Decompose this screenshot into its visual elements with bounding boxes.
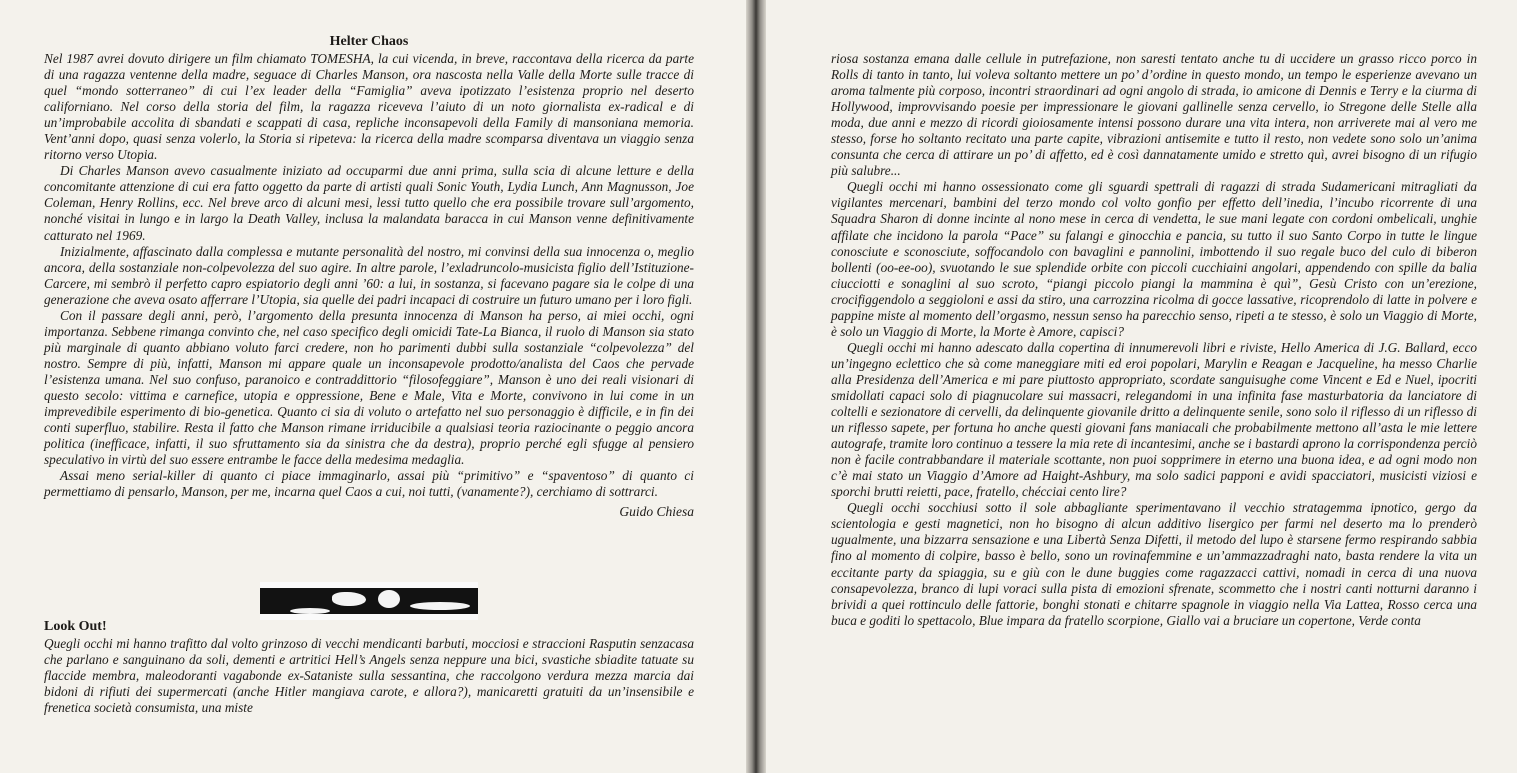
- photo-highlight: [332, 592, 366, 606]
- paragraph: Quegli occhi socchiusi sotto il sole abbagliante sperimentavano il vecchio stratagemma ipnotico, gergo da scientologia e gesti magnetici, non ho bisogno di alcun additivo lisergico per farmi nel deserto ma lo prenderò ugualmente, una bizzarra sensazione e una Libertà Senza Difetti, il metodo del lupo è starsene fermo respirando sabbia fino al momento di colpire, basso è bello, sono un rovinafemmine e un’ammazzadraghi nato, basta rendere la vita un eccitante party da spiaggia, su e giù con le dune buggies come ragazzacci cattivi, nomadi in cerca di una nuova consapevolezza, branco di lupi voraci sulla pista di emozioni sfrenate, scommetto che i nostri canti notturni daranno i brividi a quei rottinculo delle fattorie, bonghi stonati e chitarre spagnole in viaggio nella Via Lattea, Rosso cerca una buca e goditi lo spettacolo, Blue impara da fratello scorpione, Giallo vai a bruciare un copertone, Verde conta: [831, 500, 1477, 628]
- paragraph: Con il passare degli anni, però, l’argomento della presunta innocenza di Manson ha perso, ai miei occhi, ogni importanza. Sebbene rimanga convinto che, nel caso specifico degli omicidi Tate-La Bianca, il ruolo di Manson sia stato più marginale di quanto abbiano voluto farci credere, non ho parimenti dubbi sulla sostanziale “colpevolezza” del nostro. Sempre di più, infatti, Manson mi appare quale un inconsapevole prodotto/analista del Caos che pervade l’esistenza umana. Nel suo confuso, paranoico e contraddittorio “filosofeggiare”, Manson è uno dei reali visionari di questo secolo: vittima e carnefice, utopia e oppressione, Bene e Male, Vita e Morte, convivono in lui come in un imprevedibile esperimento di bio-genetica. Quanto ci sia di voluto o artefatto nel suo personaggio è difficile, e in fin dei conti superfluo, stabilire. Resta il fatto che Manson rimane irriducibile a qualsiasi teoria raziocinante o peggio ancora politica (inefficace, infatti, il suo sfruttamento sia da sinistra che da destra), proprio perché egli sfugge al pensiero speculativo in virtù del suo essere entrambe le facce della medesima medaglia.: [44, 307, 694, 468]
- right-column: [831, 51, 1477, 629]
- paragraph: Di Charles Manson avevo casualmente iniziato ad occuparmi due anni prima, sulla scia di alcune letture e della concomitante attenzione di cui era fatto oggetto da parte di artisti quali Sonic Youth, Lydia Lunch, Ann Magnusson, Joe Coleman, Henry Rollins, ecc. Nel breve arco di alcuni mesi, lessi tutto quello che era possibile trovare sull’argomento, nonché visitai in lungo e in largo la Death Valley, inclusa la malandata baracca in cui Manson venne definitivamente catturato nel 1969.: [44, 163, 694, 243]
- photo-highlight: [410, 602, 470, 610]
- author-signature: Guido Chiesa: [619, 504, 694, 520]
- paragraph: Quegli occhi mi hanno ossessionato come gli sguardi spettrali di ragazzi di strada Sudamericani mitragliati da vigilantes mercenari, bambini del terzo mondo col volto gonfio per effetto dell’inedia, l’incubo ricorrente di una Squadra Sharon di donne incinte al nono mese in cerca di vendetta, le sue mani legate con cordoni ombelicali, unghie affilate che incidono la parola “Pace” su falangi e ginocchia e pancia, su tutto il suo Santo Corpo in tutte le lingue conosciute e sconosciute, soffocandolo con bavaglini e pannolini, imbottendo il suo regale buco del culo di biberon bollenti (oo-ee-oo), svuotando le sue splendide orbite con piccoli cucchiaini angolari, appendendo con spille da balia ciucciotti e sonaglini al suo scroto, “piangi piccolo piangi la mammina è quì”, Gesù Cristo con un’erezione, crocifiggendolo a seggioloni e assi da stiro, una carrozzina ricolma di gocce lassative, ricoprendolo di latte in polvere e pappine miste al momento dell’orgasmo, nessun senso ha parecchio senso, ripeti a te stesso, è solo un Viaggio di Morte, è solo un Viaggio di Morte, la Morte è Amore, capisci?: [831, 179, 1477, 339]
- photo-strip-image: [260, 582, 478, 620]
- paragraph: riosa sostanza emana dalle cellule in putrefazione, non saresti tentato anche tu di uccidere un grasso ricco porco in Rolls di tanto in tanto, lui voleva soltanto mettere un po’ d’ordine in questo mondo, un tempo le esperienze avevano un aroma talmente più corposo, incontri straordinari ad ogni angolo di strada, io amicone di Dennis e Terry e la ciurma di Hollywood, improvvisando poesie per impressionare le giovani gallinelle senza cervello, io Stregone delle Stelle alla moda, due anni e mezzo di ricordi gioiosamente intensi possono durare una vita intera, non arriverete mai al vero me stesso, forse ho soltanto recitato una parte capite, vibrazioni antisemite e tutto il resto, non vedete sono solo un’anima consunta che cerca di attirare un po’ di affetto, ed è così dannatamente umido e stretto quì, avrei bisogno di un rifugio più salubre...: [831, 51, 1477, 179]
- article-title: Helter Chaos: [329, 34, 409, 49]
- left-column: [44, 51, 694, 520]
- paragraph: Quegli occhi mi hanno adescato dalla copertina di innumerevoli libri e riviste, Hello America di J.G. Ballard, ecco un’ingegno eclettico che sà come maneggiare miti ed eroi popolari, Marylin e Reagan e Jacqueline, ha messo Charlie alla Presidenza dell’America e mi pare piuttosto appropriato, scordate sanguisughe come Vincent e Ed e Nuel, ipocriti smidollati capaci solo di piagnucolare sui massacri, relegandomi in una infinita fase masturbatoria da lanciatore di coltelli e sezionatore di cervelli, da delinquente giovanile dritto a delinquente senile, sono solo il riflesso di un riflesso di un riflesso sapete, per fortuna ho anche questi giovani fans maniacali che probabilmente mettono all’asta le mie lettere autografe, tramite loro continuo a tessere la mia rete di incantesimi, anche se i bastardi aprono la corrispondenza perciò non è facile contrabbandare il materiale scottante, non puoi sopprimere in eterno una buona idea, e ad ogni modo non c’è mai stato un Viaggio d’Amore ad Haight-Ashbury, ma solo sadici papponi e avidi spacciatori, musicisti viziosi e sporchi brutti reietti, pace, fratello, chécciai cento lire?: [831, 339, 1477, 500]
- paragraph: Inizialmente, affascinato dalla complessa e mutante personalità del nostro, mi convinsi della sua innocenza o, meglio ancora, della sostanziale non-colpevolezza del suo agire. In altre parole, l’exladruncolo-musicista figlio dell’Istituzione-Carcere, mi sembrò il perfetto capro espiatorio degli anni ’60: a lui, in sostanza, si facevano pagare sia le colpe di una generazione che aveva osato afferrare l’Utopia, sia quelle dei padri incapaci di costruire un futuro umano per i loro figli.: [44, 243, 694, 307]
- photo-highlight: [290, 608, 330, 614]
- paragraph: Assai meno serial-killer di quanto ci piace immaginarlo, assai più “primitivo” e “spaventoso” di quanto ci permettiamo di pensarlo, Manson, per me, incarna quel Caos a cui, noi tutti, (vanamente?), cerchiamo di sottrarci.: [44, 468, 694, 500]
- paragraph: Nel 1987 avrei dovuto dirigere un film chiamato TOMESHA, la cui vicenda, in breve, raccontava della ricerca da parte di una ragazza ventenne della madre, seguace di Charles Manson, ora nascosta nella Valle della Morte sulle tracce di quel “mondo sotterraneo” di cui l’ex leader della “Famiglia” aveva ipotizzato l’esistenza proprio nel deserto californiano. Nel corso della storia del film, la ragazza riceveva l’aiuto di un noto giornalista ex-radical e di un’improbabile accolita di sbandati e scappati di casa, repliche inconsapevoli della Family di mansoniana memoria. Vent’anni dopo, quasi senza volerlo, la Storia si ripeteva: la ricerca della madre scomparsa diventava un viaggio senza ritorno verso Utopia.: [44, 51, 694, 163]
- book-gutter: [746, 0, 766, 773]
- section-title: Look Out!: [44, 619, 107, 634]
- section-text: Quegli occhi mi hanno trafitto dal volto grinzoso di vecchi mendicanti barbuti, mocciosi e straccioni Rasputin senzacasa che parlano e sanguinano da soli, dementi e artritici Hell’s Angels senza neppure una bici, svastiche sbiadite tatuate su flaccide membra, maleodoranti vagabonde ex-Sataniste sulla sessantina, che raccolgono verdura mezza marcia dai bidoni di rifiuti dei supermercati (anche Hitler mangiava carote, e allora?), manicaretti gratuiti da un’insensibile e frenetica società consumista, una miste: [44, 636, 694, 716]
- photo-highlight: [378, 590, 400, 608]
